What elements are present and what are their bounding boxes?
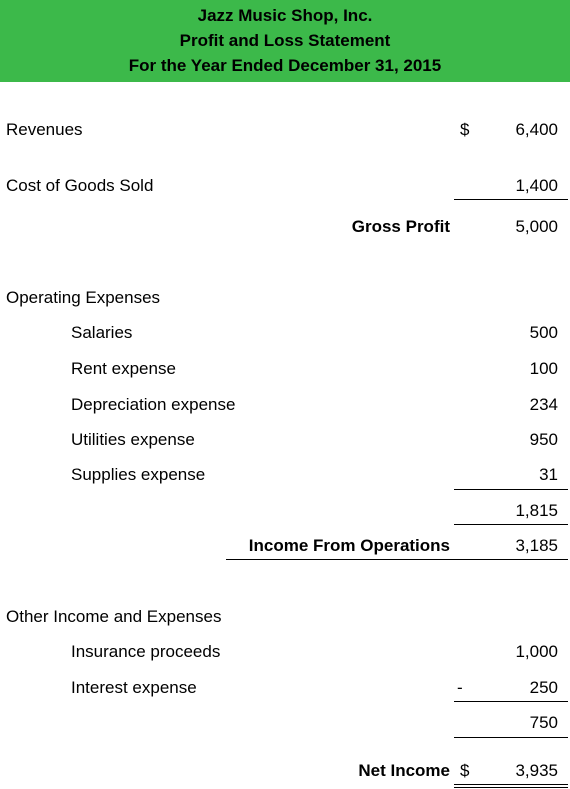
expense-label: Depreciation expense <box>71 395 236 414</box>
expense-amount: 100 <box>529 359 558 378</box>
expense-row <box>0 392 570 418</box>
other-total: 750 <box>529 713 558 732</box>
other-underline <box>454 701 568 702</box>
net-income-label: Net Income <box>358 761 450 780</box>
net-income-double-underline <box>454 784 568 788</box>
cogs-amount: 1,400 <box>515 176 558 195</box>
revenues-currency: $ <box>460 120 470 139</box>
income-from-operations-row <box>0 533 570 559</box>
income-from-operations-label: Income From Operations <box>248 536 450 555</box>
operating-expenses-total: 1,815 <box>515 501 558 520</box>
expense-label: Utilities expense <box>71 430 195 449</box>
expenses-total-underline <box>454 524 568 525</box>
net-income-currency: $ <box>460 761 470 780</box>
other-item-amount: 250 <box>529 678 558 697</box>
expense-amount: 234 <box>529 395 558 414</box>
cogs-label: Cost of Goods Sold <box>6 176 154 195</box>
expense-label: Salaries <box>71 323 133 342</box>
expense-label: Supplies expense <box>71 465 206 484</box>
other-item-row <box>0 675 570 701</box>
expense-amount: 31 <box>539 465 558 484</box>
other-item-sign: - <box>457 678 463 697</box>
operating-expenses-heading-row <box>0 285 570 311</box>
other-heading-row <box>0 604 570 630</box>
revenues-label: Revenues <box>6 120 83 139</box>
net-income-amount: 3,935 <box>515 761 558 780</box>
other-item-label: Interest expense <box>71 678 197 697</box>
expense-amount: 500 <box>529 323 558 342</box>
cogs-row <box>0 173 570 199</box>
statement-header <box>0 0 570 82</box>
income-from-operations-amount: 3,185 <box>515 536 558 555</box>
other-item-row <box>0 639 570 665</box>
gross-profit-label: Gross Profit <box>351 217 450 236</box>
statement-period: For the Year Ended December 31, 2015 <box>128 56 442 75</box>
gross-profit-amount: 5,000 <box>515 217 558 236</box>
other-total-row <box>0 710 570 736</box>
company-name: Jazz Music Shop, Inc. <box>197 6 373 25</box>
operating-expenses-total-row <box>0 498 570 524</box>
income-from-operations-underline <box>226 559 568 560</box>
revenues-row <box>0 117 570 143</box>
other-total-underline <box>454 737 568 738</box>
revenues-amount: 6,400 <box>515 120 558 139</box>
other-item-label: Insurance proceeds <box>71 642 221 661</box>
cogs-underline <box>454 199 568 200</box>
expense-row <box>0 356 570 382</box>
expense-row <box>0 320 570 346</box>
other-heading: Other Income and Expenses <box>6 607 222 626</box>
net-income-row <box>0 758 570 784</box>
expenses-underline <box>454 489 568 490</box>
statement-title: Profit and Loss Statement <box>179 31 391 50</box>
expense-amount: 950 <box>529 430 558 449</box>
other-item-amount: 1,000 <box>515 642 558 661</box>
gross-profit-row <box>0 214 570 240</box>
operating-expenses-heading: Operating Expenses <box>6 288 161 307</box>
expense-label: Rent expense <box>71 359 176 378</box>
expense-row <box>0 427 570 453</box>
expense-row <box>0 462 570 488</box>
